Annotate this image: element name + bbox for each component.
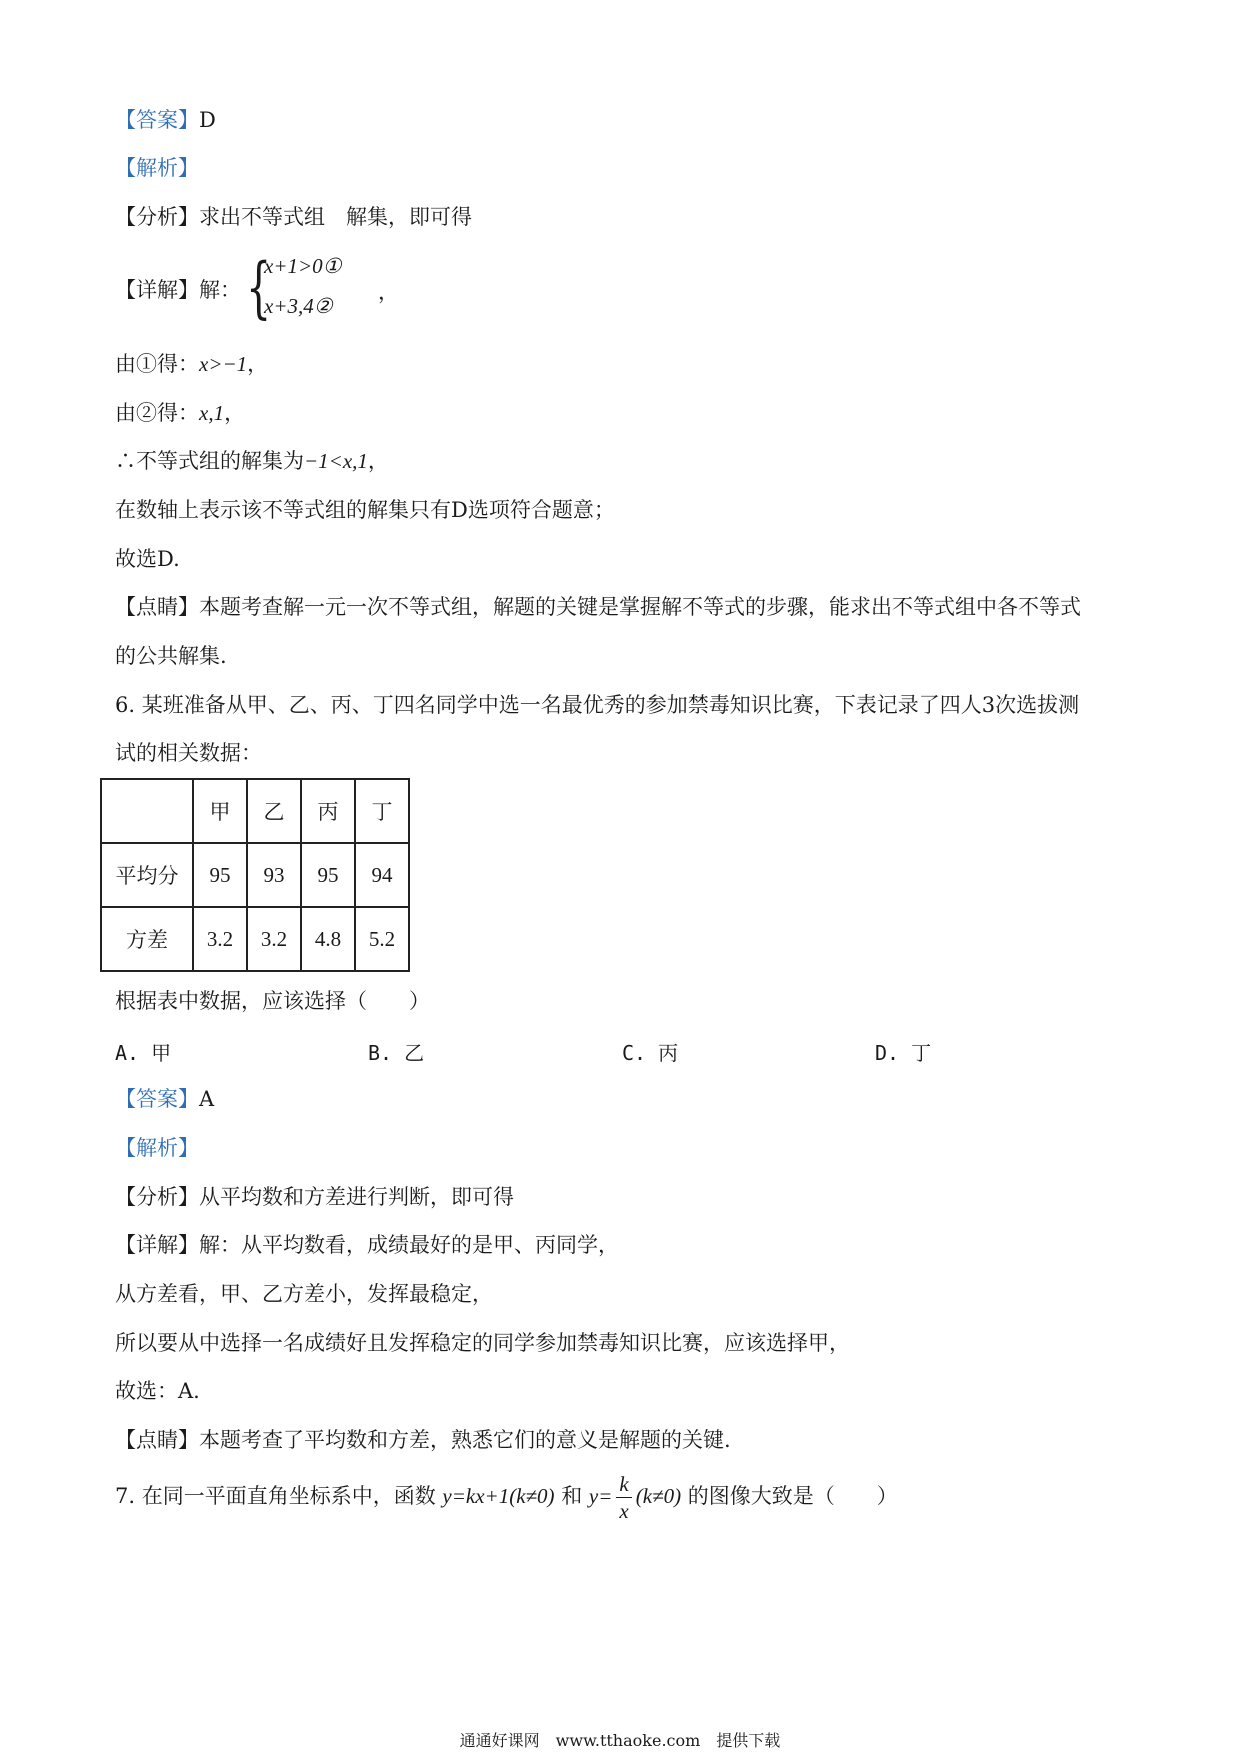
answer-value: A — [199, 1087, 215, 1111]
q6-dianjing-line — [115, 1426, 731, 1454]
table-header-cell — [101, 779, 193, 843]
inequality-system — [246, 249, 386, 328]
answer-tag: 【答案】 — [115, 1087, 199, 1111]
xiangjie-intro: 解： — [199, 278, 241, 302]
fenxi-tag: 【分析】 — [115, 1185, 199, 1209]
step1-math: x>−1 — [199, 352, 248, 376]
table-row — [101, 843, 409, 907]
option-c: C. 丙 — [622, 1041, 679, 1065]
q6-jiexi-line — [115, 1134, 199, 1162]
q7-function-2-cond: (k≠0) — [635, 1484, 682, 1508]
step3-math: −1<x,1 — [304, 449, 368, 473]
q5-step2 — [115, 399, 245, 427]
q5-dianjing-line2: 的公共解集. — [115, 644, 227, 668]
step1-suffix: ， — [247, 352, 269, 376]
page-footer: 通通好课网 www.tthaoke.com 提供下载 — [459, 1731, 781, 1750]
q6-stem-line2: 试的相关数据： — [115, 741, 262, 765]
q6-line2: 从方差看，甲、乙方差小，发挥最稳定， — [115, 1282, 493, 1306]
step2-suffix: ， — [224, 401, 246, 425]
fenxi-text: 求出不等式组 解集，即可得 — [199, 205, 472, 229]
q5-step3 — [115, 447, 389, 475]
q7-mid: 和 — [561, 1484, 583, 1508]
table-cell: 3.2 — [247, 907, 301, 971]
answer-value: D — [199, 108, 216, 132]
q6-xiangjie-line — [115, 1231, 619, 1259]
table-row-label: 方差 — [101, 907, 193, 971]
q6-line3: 所以要从中选择一名成绩好且发挥稳定的同学参加禁毒知识比赛，应该选择甲， — [115, 1331, 850, 1355]
q5-step1 — [115, 350, 268, 378]
q6-question: 根据表中数据，应该选择（ ） — [115, 989, 430, 1013]
inequality-1: x+1>0① — [264, 254, 342, 278]
table-header-row — [101, 779, 409, 843]
dianjing-tag: 【点睛】 — [115, 1428, 199, 1452]
option-a: A. 甲 — [115, 1041, 172, 1065]
q5-step5: 故选D. — [115, 547, 180, 571]
option-d: D. 丁 — [875, 1041, 932, 1065]
step1-prefix: 由①得： — [115, 352, 199, 376]
xiangjie-text: 解：从平均数看，成绩最好的是甲、丙同学， — [199, 1233, 619, 1257]
q6-fenxi-line — [115, 1183, 514, 1211]
table-cell: 4.8 — [301, 907, 355, 971]
step2-math: x,1 — [199, 401, 225, 425]
table-cell: 3.2 — [193, 907, 247, 971]
step2-prefix: 由②得： — [115, 401, 199, 425]
fraction-denominator: x — [619, 1499, 629, 1523]
table-header-cell: 丁 — [355, 779, 409, 843]
q6-line4: 故选：A. — [115, 1379, 200, 1403]
q6-stem-line1: 6. 某班准备从甲、乙、丙、丁四名同学中选一名最优秀的参加禁毒知识比赛，下表记录了四人3次选拔测 — [115, 693, 1080, 717]
table-header-cell: 甲 — [193, 779, 247, 843]
q5-answer-line — [115, 106, 216, 134]
fenxi-tag: 【分析】 — [115, 205, 199, 229]
q5-xiangjie-line — [115, 276, 241, 304]
answer-tag: 【答案】 — [115, 108, 199, 132]
table-row-label: 平均分 — [101, 843, 193, 907]
q7-function-1: y=kx+1(k≠0) — [442, 1484, 555, 1508]
fenxi-text: 从平均数和方差进行判断，即可得 — [199, 1185, 514, 1209]
table-cell: 95 — [193, 843, 247, 907]
q7-suffix: 的图像大致是（ ） — [687, 1484, 898, 1508]
jiexi-tag: 【解析】 — [115, 1136, 199, 1160]
xiangjie-tag: 【详解】 — [115, 278, 199, 302]
jiexi-tag: 【解析】 — [115, 156, 199, 180]
inequality-2: x+3,4② — [264, 294, 333, 318]
left-brace: { — [246, 249, 272, 326]
q5-jiexi-line — [115, 154, 199, 182]
option-b: B. 乙 — [368, 1041, 425, 1065]
q5-fenxi-line — [115, 203, 472, 231]
q7-function-2-lhs: y= — [588, 1484, 613, 1508]
q5-step4: 在数轴上表示该不等式组的解集只有D选项符合题意； — [115, 498, 615, 522]
table-row — [101, 907, 409, 971]
table-header-cell: 丙 — [301, 779, 355, 843]
q7-fraction — [616, 1471, 631, 1524]
dianjing-tag: 【点睛】 — [115, 595, 199, 619]
q7-stem — [115, 1468, 898, 1524]
system-comma: ， — [378, 280, 399, 304]
dianjing-text: 本题考查解一元一次不等式组，解题的关键是掌握解不等式的步骤，能求出不等式组中各不等式 — [199, 595, 1081, 619]
xiangjie-tag: 【详解】 — [115, 1233, 199, 1257]
table-cell: 93 — [247, 843, 301, 907]
q6-answer-line — [115, 1085, 214, 1113]
fraction-numerator: k — [616, 1471, 631, 1498]
step3-prefix: ∴不等式组的解集为 — [115, 449, 304, 473]
score-table — [100, 778, 410, 972]
step3-suffix: ， — [367, 449, 389, 473]
table-cell: 5.2 — [355, 907, 409, 971]
dianjing-text: 本题考查了平均数和方差，熟悉它们的意义是解题的关键. — [199, 1428, 731, 1452]
table-cell: 95 — [301, 843, 355, 907]
table-cell: 94 — [355, 843, 409, 907]
q7-prefix: 7. 在同一平面直角坐标系中，函数 — [115, 1484, 436, 1508]
table-header-cell: 乙 — [247, 779, 301, 843]
q6-options — [115, 1037, 1015, 1067]
q5-dianjing-line — [115, 593, 1081, 621]
